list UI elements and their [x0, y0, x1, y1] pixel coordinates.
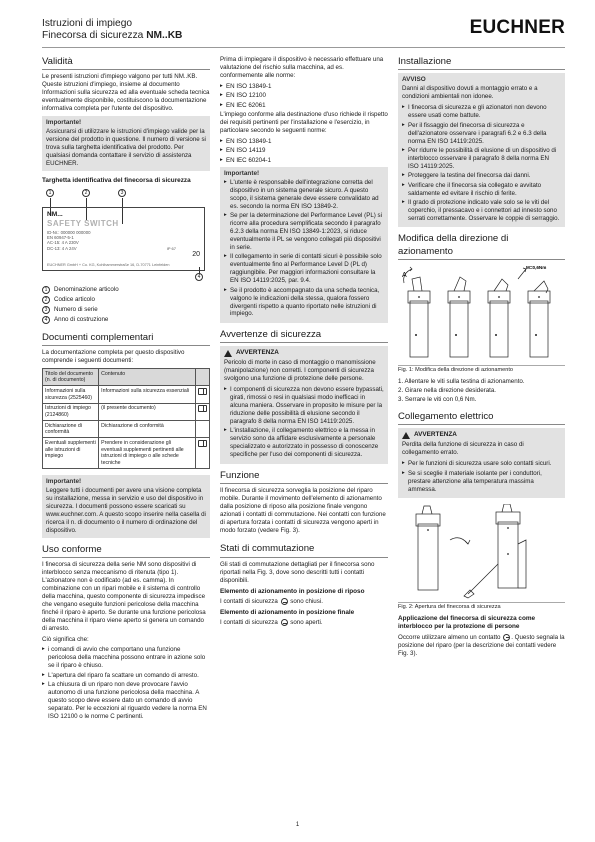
section-documenti-heading: Documenti complementari	[42, 332, 210, 346]
nc-contact-symbol-icon	[281, 598, 288, 605]
section-uso-heading: Uso conforme	[42, 544, 210, 558]
list-item: ▸ I componenti di sicurezza non devono essere bypassati, girati, rimossi o resi in qualsiasi modo inefficaci in alcuna maniera. Osservare in proposito le misure per la riduzione delle possibilità di elusione secondo il paragrafo 8 della norma EN ISO 14119:2025.	[224, 386, 384, 426]
list-item: ▸ Se si sceglie il materiale isolante per i conduttori, prestare attenzione alla temperatura massima ammessa.	[402, 470, 561, 494]
list-item: ▸ EN ISO 14119	[220, 147, 388, 155]
header-divider	[42, 47, 565, 48]
page-number: 1	[295, 822, 300, 828]
list-item: ▸ Se il prodotto è accompagnato da una scheda tecnica, valgono le indicazioni della stessa, qualora fossero divergenti rispetto a quanto riportato nelle istruzioni di impiego.	[224, 287, 384, 319]
callout-4: 4	[195, 273, 203, 281]
figure-2-switch-opening	[398, 504, 565, 600]
legend-item: 3 Numero di serie	[42, 306, 210, 314]
targhetta-heading: Targhetta identificativa del finecorsa di sicurezza	[42, 176, 191, 184]
important-box-1: Importante! Assicurarsi di utilizzare le istruzioni d'impiego valide per la versione del prodotto in questione. Il numero di versione si trova sulla targhetta identificativa del prodotto. Per qualsiasi domanda contattare il servizio di assistenza EUCHNER.	[42, 116, 210, 171]
label-a: A	[402, 271, 407, 279]
list-item: ▸ Per ridurre le possibilità di elusione di un dispositivo di interblocco osservare il paragrafo 8 della norma EN ISO 14119:2025.	[402, 147, 561, 171]
list-item: ▸ i comandi di avvio che comportano una funzione pericolosa della macchina possono entrare in azione solo se il riparo è chiuso.	[42, 646, 210, 670]
uso-text: I finecorsa di sicurezza della serie NM sono dispositivi di interblocco senza meccanismo di ritenuta (tipo 1). L'azionatore non è codificato (ad es. camma). In combinazione con un ripari mobile e il sistema di controllo della macchina, questo componente di sicurezza impedisce che vengano eseguite funzioni pericolose della macchina finché il riparo è aperto. Se durante una funzione pericolosa della macchina il riparo viene aperto si genera un comando di arresto.	[42, 561, 206, 632]
title-line-2: Finecorsa di sicurezza NM..KB	[42, 30, 183, 42]
list-item: ▸ EN ISO 13849-1	[220, 138, 388, 146]
section-avvertenze-heading: Avvertenze di sicurezza	[220, 329, 388, 343]
warning-box-1: AVVERTENZA Pericolo di morte in caso di montaggio o manomissione (manipolazione) non corretti. I componenti di sicurezza svolgono una funzione di protezione delle persone. ▸ I componenti di sicurezza non devono essere bypassati, girati, rimossi o resi in qualsiasi modo inefficaci in alcuna maniera. Osservare in proposito le misure per la riduzione delle possibilità di elusione secondo il paragrafo 8 della norma EN ISO 14119:2025. ▸ L'installazione, il collegamento elettrico e la messa in servizio sono da affidare esclusivamente a personale specializzato e autorizzato in possesso di conoscenze specifiche per l'uso dei componenti di sicurezza.	[220, 346, 388, 463]
figure-2-caption: Fig. 2: Apertura del finecorsa di sicurezza	[398, 602, 565, 611]
important-box-3: Importante! ▸ L'utente è responsabile dell'integrazione corretta del dispositivo in un sistema generale sicuro. A questo scopo, il sistema generale deve essere convalidato ad es. secondo la norma EN ISO 13849-2. ▸ Se per la determinazione del Performance Level (PL) si ricorre alla procedura semplificata secondo il paragrafo 6.2.3 della norma EN ISO 13849-1:2023, si riduce eventualmente il PL se vengono collegati più dispositivi in serie. ▸ Il collegamento in serie di contatti sicuri è possibile solo eventualmente fino al Performance Level D (PL d) raggiungibile. Per maggiori informazioni consultare la EN ISO 14119:2025, par. 9.4. ▸ Se il prodotto è accompagnato da una scheda tecnica, valgono le indicazioni della stessa, qualora fossero divergenti rispetto a quanto riportato nelle istruzioni di impiego.	[220, 167, 388, 323]
list-item: ▸ EN ISO 13849-1	[220, 83, 388, 91]
table-row: Istruzioni di impiego (2124860) (il presente documento)	[43, 403, 210, 420]
book-icon	[198, 440, 207, 447]
warning-box-2: AVVERTENZA Perdita della funzione di sicurezza in caso di collegamento errato. ▸ Per le funzioni di sicurezza usare solo contatti sicuri. ▸ Se si sceglie il materiale isolante per i conduttori, prestare attenzione alla temperatura massima ammessa.	[398, 428, 565, 498]
validita-text: Le presenti istruzioni d'impiego valgono per tutti NM..KB. Queste istruzioni d'impiego, insieme al documento Informazioni sulla sicurezza ed alla eventuale scheda tecnica eventualmente disponibile, costituiscono la documentazione informativa completa per l'utente del dispositivo.	[42, 73, 210, 113]
list-item: 2. Girare nella direzione desiderata.	[398, 387, 497, 395]
title-line-1: Istruzioni di impiego	[42, 18, 133, 29]
actuation-direction-drawing	[398, 263, 565, 363]
legend-item: 1 Denominazione articolo	[42, 286, 210, 294]
nc-contact-symbol-icon	[281, 619, 288, 626]
nameplate-figure	[42, 187, 210, 283]
nameplate-legend	[42, 286, 210, 324]
section-installazione-heading: Installazione	[398, 56, 565, 70]
warning-triangle-icon	[402, 432, 410, 439]
list-item: ▸ L'apertura del riparo fa scattare un comando di arresto.	[42, 672, 210, 680]
column-3: Installazione AVVISO Danni al dispositivo dovuti a montaggio errato e a condizioni ambientali non idonee. ▸ I finecorsa di sicurezza e gli azionatori non devono essere usati come battute. ▸ Per il fissaggio del finecorsa di sicurezza e dell'azionatore osservare i paragrafi 6.2 e 6.3 della norma EN ISO 14119:2025. ▸ Per ridurre le possibilità di elusione di un dispositivo di interblocco osservare il paragrafo 8 della norma EN ISO 14119:2025. ▸ Proteggere la testina del finecorsa dai danni. ▸ Verificare che il finecorsa sia collegato e avvitato saldamente ed evitare il rischio di ferite. ▸ Il grado di protezione indicato vale solo se le viti del coperchio, il pressacavo e i connettori ad innesto sono serrati correttamente. Osservare le coppie di serraggio. Modifica della direzione di azionamento A M=0,6Nm Fig. 1: Modifica della direzione di azionamento 1. Allentare le viti sulla testina di azionamento. 2. Girare nella direzione desiderata. 3. Serrare le viti con 0,6 Nm. Collegamento elettrico AVVERTENZA Perdita della funzione di sicurezza in caso di collegamento errato. ▸ Per le funzioni di sicurezza usare solo contatti sicuri. ▸ Se si sceglie il materiale isolante per i conduttori, prestare attenzione alla temperatura massima ammessa. Fig. 2: Apertura del finecorsa di sicurezza Applicazione del finecorsa di sicurezza come interblocco per la protezione di persone Occorre utilizzare almeno un contatto . Questo segnala la posizione del riparo (per la descrizione dei contatti vedere Fig. 3).	[398, 56, 565, 661]
list-item: ▸ EN ISO 12100	[220, 92, 388, 100]
uso-bullets	[42, 646, 210, 720]
callout-3: 3	[118, 189, 126, 197]
table-header-row: Titolo del documento (n. di documento) Contenuto	[43, 369, 210, 386]
stati-riposo-heading: Elemento di azionamento in posizione di riposo	[220, 587, 365, 595]
docs-intro: La documentazione completa per questo dispositivo comprende i seguenti documenti:	[42, 349, 185, 365]
uso-sub: Ciò significa che:	[42, 635, 89, 643]
list-item: ▸ EN IEC 62061	[220, 102, 388, 110]
stati-text: Gli stati di commutazione dettagliati per il finecorsa sono riportati nella Fig. 3, dove sono descritti tutti i contatti disponibili.	[220, 560, 375, 584]
important-box-2: Importante! Leggere tutti i documenti per avere una visione completa su installazione, messa in servizio e uso del dispositivo in sicurezza. I documenti possono essere scaricati su www.euchner.com. A questo scopo inserire nella casella di ricerca il n. di documento o il numero di ordinazione del dispositivo.	[42, 475, 210, 538]
section-funzione-heading: Funzione	[220, 470, 388, 484]
list-item: 1. Allentare le viti sulla testina di azionamento.	[398, 378, 525, 386]
table-row: Informazioni sulla sicurezza (2525460) Informazioni sulla sicurezza essenziali	[43, 386, 210, 403]
book-icon	[198, 405, 207, 412]
figure-1-actuation-direction	[398, 263, 565, 363]
norms-list-1	[220, 83, 388, 110]
notice-box: AVVISO Danni al dispositivo dovuti a montaggio errato e a condizioni ambientali non idonee. ▸ I finecorsa di sicurezza e gli azionatori non devono essere usati come battute. ▸ Per il fissaggio del finecorsa di sicurezza e dell'azionatore osservare i paragrafi 6.2 e 6.3 della norma EN ISO 14119:2025. ▸ Per ridurre le possibilità di elusione di un dispositivo di interblocco osservare il paragrafo 8 della norma EN ISO 14119:2025. ▸ Proteggere la testina del finecorsa dai danni. ▸ Verificare che il finecorsa sia collegato e avvitato saldamente ed evitare il rischio di ferite. ▸ Il grado di protezione indicato vale solo se le viti del coperchio, il pressacavo e i connettori ad innesto sono serrati correttamente. Osservare le coppie di serraggio.	[398, 73, 565, 227]
table-row: Dichiarazione di conformità Dichiarazione di conformità	[43, 421, 210, 438]
column-2: Prima di impiegare il dispositivo è necessario effettuare una valutazione del rischio sulla macchina, ad es. conformemente alle norme: ▸ EN ISO 13849-1 ▸ EN ISO 12100 ▸ EN IEC 62061 L'impiego conforme alla destinazione d'uso richiede il rispetto dei requisiti pertinenti per l'installazione e l'esercizio, in particolare secondo le seguenti norme: ▸ EN ISO 13849-1 ▸ EN ISO 14119 ▸ EN IEC 60204-1 Importante! ▸ L'utente è responsabile dell'integrazione corretta del dispositivo in un sistema generale sicuro. A questo scopo, il sistema generale deve essere convalidato ad es. secondo la norma EN ISO 13849-2. ▸ Se per la determinazione del Performance Level (PL) si ricorre alla procedura semplificata secondo il paragrafo 6.2.3 della norma EN ISO 13849-1:2023, si riduce eventualmente il PL se vengono collegati più dispositivi in serie. ▸ Il collegamento in serie di contatti sicuri è possibile solo eventualmente fino al Performance Level D (PL d) raggiungibile. Per maggiori informazioni consultare la EN ISO 14119:2025, par. 9.4. ▸ Se il prodotto è accompagnato da una scheda tecnica, valgono le indicazioni della stessa, qualora fossero divergenti rispetto a quanto riportato nelle istruzioni di impiego. Avvertenze di sicurezza AVVERTENZA Pericolo di morte in caso di montaggio o manomissione (manipolazione) non corretti. I componenti di sicurezza svolgono una funzione di protezione delle persone. ▸ I componenti di sicurezza non devono essere bypassati, girati, rimossi o resi in qualsiasi modo inefficaci in alcuna maniera. Osservare in proposito le misure per la riduzione delle possibilità di elusione secondo il paragrafo 8 della norma EN ISO 14119:2025. ▸ L'installazione, il collegamento elettrico e la messa in servizio sono da affidare esclusivamente a personale specializzato e autorizzato in possesso di conoscenze specifiche per l'uso dei componenti di sicurezza. Funzione Il finecorsa di sicurezza sorveglia la posizione del riparo mobile. Durante il movimento dell'elemento di azionamento dalla posizione di riposo alla posizione finale vengono azionati i contatti di commutazione. Nei contatti con funzione di apertura forzata i contatti di sicurezza vengono aperti in modo forzato (vedere Fig. 3). Stati di commutazione Gli stati di commutazione dettagliati per il finecorsa sono riportati nella Fig. 3, dove sono descritti tutti i contatti disponibili. Elemento di azionamento in posizione di riposo I contatti di sicurezza sono chiusi. Elemento di azionamento in posizione finale I contatti di sicurezza sono aperti.	[220, 56, 388, 630]
list-item: ▸ Il grado di protezione indicato vale solo se le viti del coperchio, il pressacavo e i connettori ad innesto sono serrati correttamente. Osservare le coppie di serraggio.	[402, 199, 561, 223]
document-title	[42, 18, 182, 42]
section-elettrico-heading: Collegamento elettrico	[398, 411, 565, 425]
list-item: ▸ Verificare che il finecorsa sia collegato e avvitato saldamente ed evitare il rischio di ferite.	[402, 182, 561, 198]
list-item: ▸ Se per la determinazione del Performance Level (PL) si ricorre alla procedura semplificata secondo il paragrafo 6.2.3 della norma EN ISO 13849-1:2023, si riduce eventualmente il PL se vengono collegati più dispositivi in serie.	[224, 212, 384, 252]
docs-table	[42, 368, 210, 469]
stati-finale-heading: Elemento di azionamento in posizione finale	[220, 608, 355, 616]
funzione-text: Il finecorsa di sicurezza sorveglia la posizione del riparo mobile. Durante il movimento dell'elemento di azionamento dalla posizione di riposo alla posizione finale vengono azionati i contatti di commutazione. Nei contatti con funzione di apertura forzata i contatti di sicurezza vengono aperti in modo forzato (vedere Fig. 3).	[220, 486, 386, 534]
list-item: ▸ Per il fissaggio del finecorsa di sicurezza e dell'azionatore osservare i paragrafi 6.2 e 6.3 della norma EN ISO 14119:2025.	[402, 122, 561, 146]
list-item: ▸ I finecorsa di sicurezza e gli azionatori non devono essere usati come battute.	[402, 104, 561, 120]
applic-heading: Applicazione del finecorsa di sicurezza come interblocco per la protezione di persone	[398, 615, 536, 631]
euchner-logo: EUCHNER	[469, 17, 565, 38]
section-modifica-heading: Modifica della direzione di azionamento	[398, 233, 565, 260]
list-item: ▸ Il collegamento in serie di contatti sicuri è possibile solo eventualmente fino al Performance Level D (PL d) raggiungibile. Per maggiori informazioni consultare la EN ISO 14119:2025, par. 9.4.	[224, 253, 384, 285]
section-stati-heading: Stati di commutazione	[220, 543, 388, 557]
norms-list-2	[220, 138, 388, 165]
install-intro: L'impiego conforme alla destinazione d'uso richiede il rispetto dei requisiti pertinenti per l'installazione e l'esercizio, in particolare secondo le seguenti norme:	[220, 111, 388, 134]
legend-item: 4 Anno di costruzione	[42, 316, 210, 324]
torque-label: M=0,6Nm	[526, 264, 547, 270]
list-item: ▸ EN IEC 60204-1	[220, 157, 388, 165]
list-item: ▸ Proteggere la testina del finecorsa dai danni.	[402, 172, 561, 180]
figure-1-caption: Fig. 1: Modifica della direzione di azionamento	[398, 365, 565, 374]
switch-opening-drawing	[398, 504, 565, 600]
list-item: ▸ L'utente è responsabile dell'integrazione corretta del dispositivo in un sistema generale sicuro. A questo scopo, il sistema generale deve essere convalidato ad es. secondo la norma EN ISO 13849-2.	[224, 179, 384, 211]
modifica-steps	[398, 378, 565, 404]
nameplate: NM... SAFETY SWITCH ID-Nr.: 000000 000000 EN 60947-5-1 AC-15: 4 A 230V DC-13: 4 A 24V IP 67 20 EUCHNER GmbH + Co. KG, Kohlhammerstraße 16, D-70771 Leinfelden	[42, 207, 205, 271]
list-item: ▸ Per le funzioni di sicurezza usare solo contatti sicuri.	[402, 460, 561, 468]
callout-2: 2	[82, 189, 90, 197]
list-item: ▸ La chiusura di un riparo non deve provocare l'avvio autonomo di una funzione pericolosa della macchina. A questo scopo deve essere dato un comando di avvio separato. Per le eccezioni al riguardo vedere la norma EN ISO 12100 o le norme C pertinenti.	[42, 681, 210, 721]
list-item: ▸ L'installazione, il collegamento elettrico e la messa in servizio sono da affidare esclusivamente a personale specializzato e autorizzato in possesso di conoscenze specifiche per l'uso dei componenti di sicurezza.	[224, 427, 384, 459]
list-item: 3. Serrare le viti con 0,6 Nm.	[398, 396, 477, 404]
nc-contact-symbol-icon	[503, 634, 510, 641]
callout-1: 1	[46, 189, 54, 197]
table-row: Eventuali supplementi alle istruzioni di impiego Prendere in considerazione gli eventuali supplementi pertinenti alle istruzioni di impiego o alle schede tecniche	[43, 438, 210, 469]
risk-intro: Prima di impiegare il dispositivo è necessario effettuare una valutazione del rischio sulla macchina, ad es. conformemente alle norme:	[220, 56, 384, 79]
warning-triangle-icon	[224, 350, 232, 357]
book-icon	[198, 388, 207, 395]
legend-item: 2 Codice articolo	[42, 296, 210, 304]
column-1	[42, 56, 210, 722]
section-validita-heading: Validità	[42, 56, 210, 70]
